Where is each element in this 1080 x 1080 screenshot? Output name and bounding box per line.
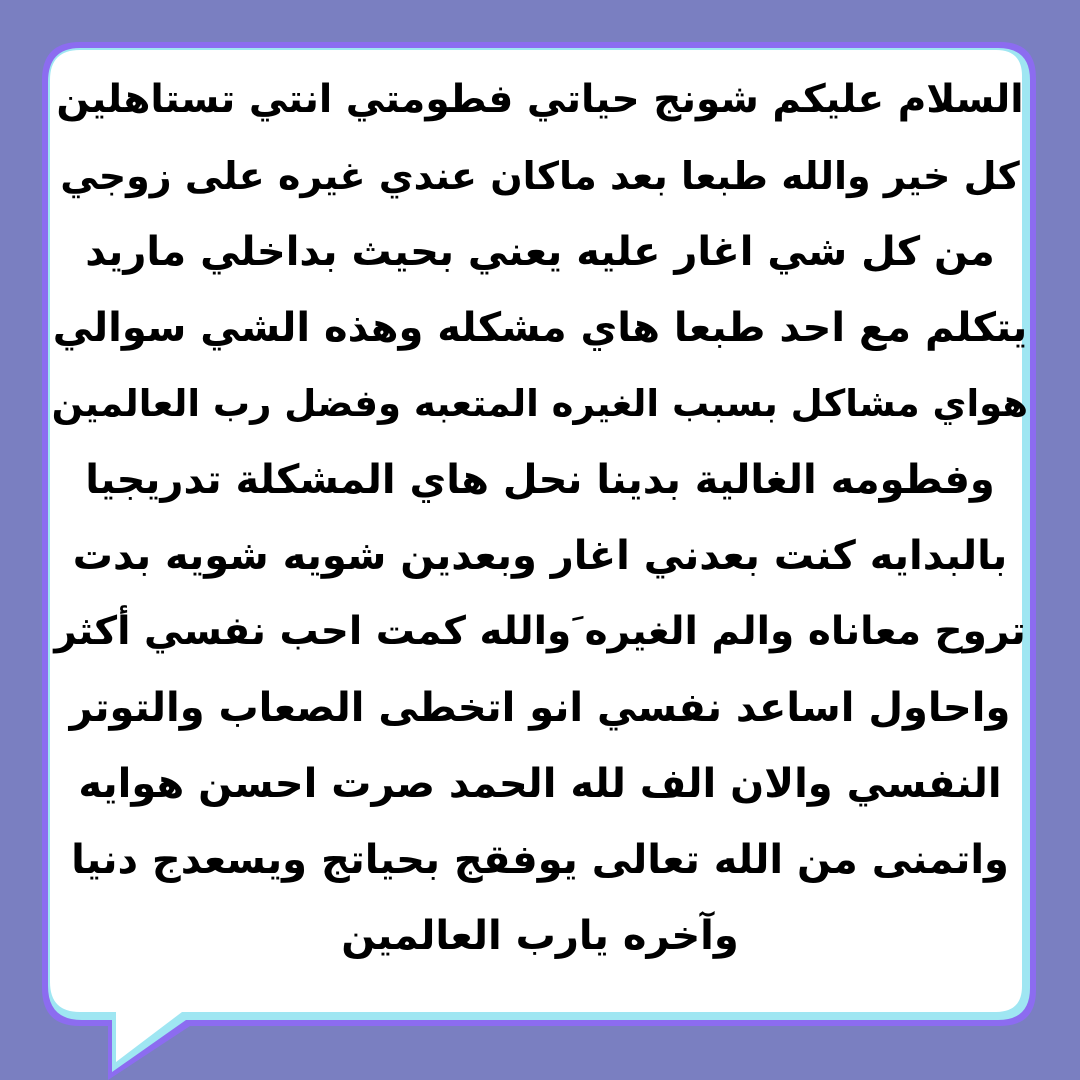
message-line-7: بالبدايه كنت بعدني اغار وبعدين شويه شويه بدت [72,533,1008,579]
message-line-4: يتكلم مع احد طبعا هاي مشكله وهذه الشي سوالي [52,305,1028,351]
message-line-5: هواي مشاكل بسبب الغيره المتعبه وفضل رب العالمين [51,382,1028,425]
message-line-11: واتمنى من الله تعالى يوفقج بحياتج ويسعدج دنيا [71,837,1009,883]
message-line-1: السلام عليكم شونج حياتي فطومتي انتي تستاهلين [56,77,1024,122]
message-line-9: واحاول اساعد نفسي انو اتخطى الصعاب والتوتر [69,685,1011,731]
message-line-3: من كل شي اغار عليه يعني بحيث بداخلي ماريد [85,229,995,275]
message-line-8: تروح معاناه والم الغيره َوالله كمت احب نفسي أكثر [54,609,1026,654]
message-text [52,56,1028,1006]
message-line-10: النفسي والان الف لله الحمد صرت احسن هوايه [78,761,1002,807]
message-line-2: كل خير والله طبعا بعد ماكان عندي غيره على زوجي [60,154,1020,198]
message-line-6: وفطومه الغالية بدينا نحل هاي المشكلة تدريجيا [85,457,995,503]
message-line-12: وآخره يارب العالمين [341,913,739,959]
